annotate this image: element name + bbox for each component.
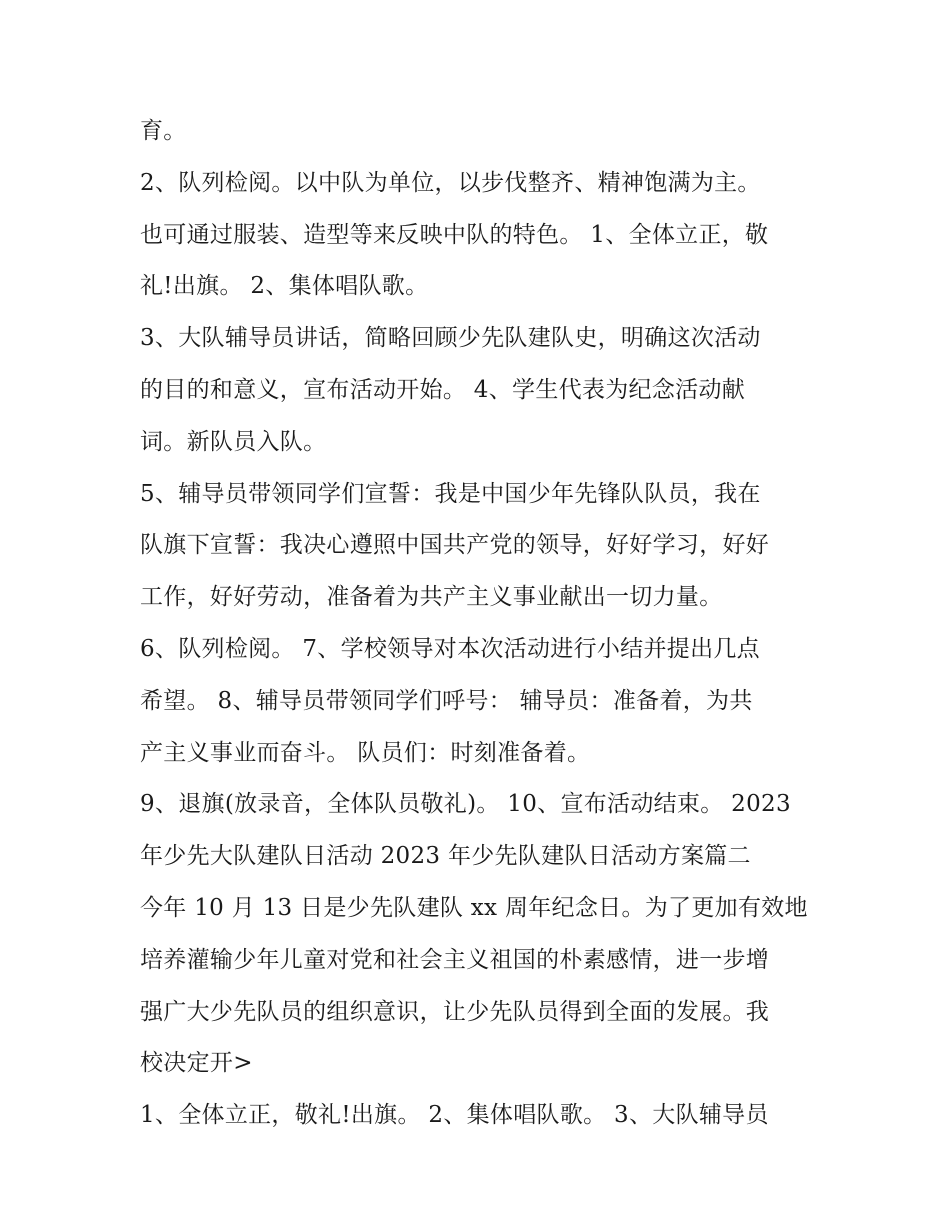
body-text	[140, 106, 830, 1142]
text-line: 9、退旗(放录音，全体队员敬礼)。 10、宣布活动结束。 2023	[140, 791, 791, 818]
text-line: 校决定开>	[140, 1050, 253, 1077]
text-line: 工作，好好劳动，准备着为共产主义事业献出一切力量。	[140, 584, 723, 611]
text-line: 今年 10 月 13 日是少先队建队 xx 周年纪念日。为了更加有效地	[140, 894, 808, 921]
text-line: 6、队列检阅。 7、学校领导对本次活动进行小结并提出几点	[140, 635, 760, 662]
text-line: 育。	[140, 118, 187, 144]
text-line: 产主义事业而奋斗。 队员们：时刻准备着。	[140, 739, 591, 766]
text-line: 2、队列检阅。以中队为单位，以步伐整齐、精神饱满为主。	[140, 169, 761, 196]
text-line: 1、全体立正，敬礼!出旗。 2、集体唱队歌。 3、大队辅导员	[140, 1102, 769, 1129]
text-line: 的目的和意义，宣布活动开始。 4、学生代表为纪念活动献	[140, 376, 746, 403]
text-line: 词。新队员入队。	[140, 428, 327, 455]
text-line: 培养灌输少年儿童对党和社会主义祖国的朴素感情，进一步增	[140, 946, 770, 973]
text-line: 希望。 8、辅导员带领同学们呼号： 辅导员：准备着，为共	[140, 687, 753, 714]
text-line: 5、辅导员带领同学们宣誓：我是中国少年先锋队队员，我在	[140, 480, 761, 507]
text-line: 也可通过服装、造型等来反映中队的特色。 1、全体立正，敬	[140, 221, 769, 248]
text-line: 强广大少先队员的组织意识，让少先队员得到全面的发展。我	[140, 998, 770, 1025]
text-line: 3、大队辅导员讲话，简略回顾少先队建队史，明确这次活动	[140, 325, 761, 352]
text-line: 礼!出旗。 2、集体唱队歌。	[140, 273, 429, 300]
text-line: 队旗下宣誓：我决心遵照中国共产党的领导，好好学习，好好	[140, 532, 770, 559]
text-line: 年少先大队建队日活动 2023 年少先队建队日活动方案篇二	[140, 843, 751, 870]
